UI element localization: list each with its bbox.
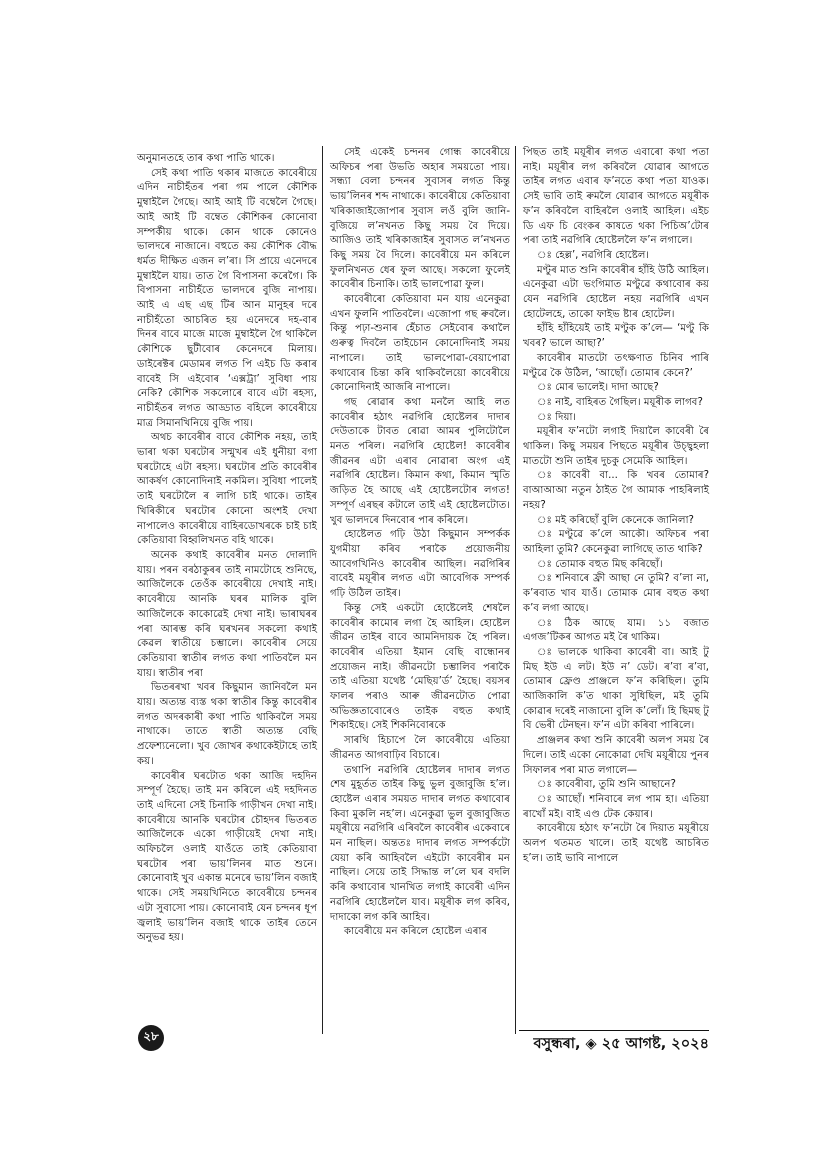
paragraph: ঃ তোমাক বহুত মিছ কৰিছোঁ।	[537, 558, 663, 570]
paragraph: ঃ ঠিক আছে যাম। ১১ বজাত এগজ’টিকৰ আগত মই ৰৈ থাকিম।	[523, 617, 709, 644]
paragraph: ঃ মই কৰিছোঁ বুলি কেনেকে জানিলা?	[537, 514, 694, 526]
paragraph: ঃ দিয়া।	[537, 411, 577, 423]
paragraph: কাবেৰীৰ মাতটো তৎক্ষণাত চিনিব পাৰি মণ্টুৱে কৈ উঠিল, ‘আছোঁ। তোমাৰ কেনে?’	[523, 352, 709, 379]
paragraph: প্ৰাঞ্জলৰ কথা শুনি কাবেৰী অলপ সময় ৰৈ দিলে। তাই একো নোকোৱা দেখি ময়ূৰীয়ে পুনৰ সিফালৰ পৰা মাত লগালে—	[523, 735, 709, 776]
diamond-icon: ◈	[585, 1036, 597, 1052]
page-number: ২৮	[138, 1025, 164, 1051]
footer-publication	[505, 1033, 709, 1057]
publication-name: বসুন্ধৰা,	[533, 1036, 581, 1052]
paragraph: কিন্তু সেই একটো হোষ্টেলেই শেষলৈ কাবেৰীৰ কামোৰ লগা হৈ আহিল। হোষ্টেল জীৱন তাইৰ বাবে আমনিদায়ক হৈ পৰিল। কাবেৰীৰ এতিয়া ইমান বেছি বান্ধোনৰ প্ৰয়োজন নাই। জীৱনটো চম্ভালিব পৰাকৈ তাই এতিয়া যথেষ্ট ‘মেছিয়’ৰ্ড’ হৈছে। বয়সৰ ফালৰ পৰাও আৰু জীৱনটোত পোৱা অভিজ্ঞতাবোৰেও তাইক বহুত কথাই শিকাইছে। সেই শিকনিবোৰকে	[330, 602, 510, 732]
text-column-3	[523, 146, 709, 866]
paragraph: কাবেৰীয়ে মন কৰিলে হোষ্টেল এৰাৰ	[344, 926, 488, 938]
text-column-2	[330, 146, 510, 940]
paragraph: সেই কথা পাতি থকাৰ মাজতে কাবেৰীয়ে এদিন নাচীহঁতৰ পৰা গম পালে কৌশিক মুম্বাইলৈ গৈছে। আই আই টি বম্বেলৈ গৈছে। আই আই টি বম্বেত কৌশিকৰ কোনোবা সম্পৰ্কীয় থাকে। কোন থাকে কোনেও ভালদৰে নাজানে। বহুতে কয় কৌশিক বৌদ্ধ ধৰ্মত দীক্ষিত এজন ল’ৰা। সি প্ৰায়ে এনেদৰে মুম্বাইলৈ যায়। তাত গৈ বিপাসনা কৰেগৈ। কি বিপাসনা নাচীহঁতে ভালদৰে বুজি নাপায়। আই এ এছ এছ টিৰ আন মানুহৰ দৰে নাচীহঁতো আচৰিত হয় এনেদৰে দহ-বাৰ দিনৰ বাবে মাজে মাজে মুম্বাইলৈ গৈ থাকিলৈ কৌশিকে ছুটীবোৰ কেনেদৰে মিলায়। ডাইৰেক্টৰ মেডামৰ লগত পি এইচ ডি কৰাৰ বাবেই সি এইবোৰ ‘এক্সট্ৰা’ সুবিধা পায় নেকি? কৌশিক সকলোৰে বাবে এটা ৰহস্য, নাচীহঁতৰ লগত আড্ডাত বহিলে কাবেৰীয়ে মাত্ৰ সিমানখিনিয়ে বুজি পায়।	[137, 167, 317, 429]
text-column-1	[137, 152, 317, 946]
paragraph: গছ ৰোৱাৰ কথা মনলৈ আহি লত কাবেৰীৰ হঠাৎ নৱগিৰি হোষ্টেলৰ দাদাৰ দেউতাকে টাবত ৰোৱা আমৰ পুলিটোলৈ মনত পৰিল। নৱগিৰি হোষ্টেল! কাবেৰীৰ জীৱনৰ এটা এৰাব নোৱাৰা অংগ এই নৱগিৰি হোষ্টেল। কিমান কথা, কিমান স্মৃতি জড়িত হৈ আছে এই হোষ্টেলটোৰ লগত! সম্পূৰ্ণ এৰছৰ কটালে তাই এই হোষ্টেলটোত। খুব ভালদৰে দিনবোৰ পাৰ কৰিলে।	[330, 396, 510, 526]
paragraph: কাবেৰীৰো কেতিয়াবা মন যায় এনেকুৱা এখন ফুলনি পাতিবলৈ। এজোপা গছ ৰুবলৈ। কিন্তু পঢ়া-শুনাৰ হেঁচাত সেইবোৰ কথালৈ গুৰুত্ব দিবলৈ তাইচোন কোনোদিনাই সময় নাপালে। তাই ভালপোৱা-বেয়াপোৱা কথাবোৰ চিন্তা কৰি থাকিবলৈয়ো কাবেৰীয়ে কোনোদিনাই আজৰি নাপালে।	[330, 294, 510, 394]
paragraph: ঃ শনিবাৰে ফ্ৰী আছা নে তুমি? ব’লা না, ক’ৰবাত খাব যাওঁ। তোমাক মোৰ বহুত কথা ক’ব লগা আছে।	[523, 573, 709, 614]
paragraph: ঃ মণ্টুৱে ক’লে আকৌ। অফিচৰ পৰা আহিলা তুমি? কেনেকুৱা লাগিছে তাত থাকি?	[523, 529, 709, 555]
paragraph: ঃ মোৰ ভালেই। দাদা আছে?	[537, 382, 659, 394]
paragraph: অনুমানতহে তাৰ কথা পাতি থাকে।	[137, 153, 275, 164]
paragraph: ময়ূৰীৰ ফ’নটো লগাই দিয়ালৈ কাবেৰী ৰৈ থাকিল। কিছু সময়ৰ পিছতে ময়ূৰীৰ উচ্ছ্বহলা মাতটো শুনি তাইৰ দুচকু সেমেকি আহিল।	[523, 426, 709, 467]
paragraph: মণ্টুৰ মাত শুনি কাবেৰীৰ হাঁহি উঠি আহিল। এনেকুৱা এটা ভংগিমাত মণ্টুৱে কথাবোৰ কয় যেন নৱগিৰি হোষ্টেল নহয় নৱগিৰি এখন হোটেলহে, তাকো ফাইভ ষ্টাৰ হোটেল।	[523, 264, 709, 320]
paragraph: ঃ ভালকে থাকিবা কাবেৰী বা। আই টু মিছ ইউ এ লট। ইউ ন’ ডেট। ৰ’বা ৰ’বা, তোমাৰ ফ্ৰেণ্ড প্ৰাঞ্জলে ফ’ন কৰিছিল। তুমি আজিকালি ক’ত থাকা সুধিছিল, মই তুমি কোৱাৰ দৰেই নাজানো বুলি ক’লোঁ। হি ছিমছ টু বি ভেৰী টেনছন। ফ’ন এটা কৰিবা পাৰিলে।	[523, 646, 709, 732]
paragraph: ঃ কাবেৰী বা... কি খবৰ তোমাৰ? বাআআআ নতুন ঠাইত গৈ আমাক পাহৰিলাই নহয়?	[523, 470, 709, 511]
paragraph: অনেক কথাই কাবেৰীৰ মনত দোলাদি যায়। পৰন বৰঠাকুৰৰ তাই নামটোহে শুনিছে, আজিলৈকে তেওঁক কাবেৰীয়ে দেখাই নাই। কাবেৰীয়ে আনকি ঘৰৰ মালিক বুলি আজিলৈকে কাকোৱেই দেখা নাই। ভাৰাঘৰৰ পৰা আৰম্ভ কৰি ঘৰখনৰ সকলো কথাই কেৱল স্বাতীয়ে চম্ভালে। কাবেৰীৰ সেয়ে কেতিয়াবা স্বাতীৰ লগত কথা পাতিবলৈ মন যায়। স্বাতীৰ পৰা	[137, 549, 317, 679]
footer-rule	[519, 1030, 709, 1031]
paragraph: ঃ আছোঁ। শনিবাৰে লগ পাম হা। এতিয়া ৰাখোঁ মই। বাই এণ্ড টেক কেয়াৰ।	[523, 793, 709, 820]
paragraph: ঃ কাবেৰীবা, তুমি শুনি আছানে?	[537, 779, 676, 791]
paragraph: অথচ কাবেৰীৰ বাবে কৌশিক নহয়, তাই ভাৰা থকা ঘৰটোৰ সন্মুখৰ এই ধুনীয়া বগা ঘৰটোহে এটা ৰহস্য। ঘৰটোৰ প্ৰতি কাবেৰীৰ আকৰ্ষণ কোনোদিনাই নকমিল। সুবিধা পালেই তাই ঘৰটোলৈ ৰ লাগি চাই থাকে। তাইৰ খিৰিকীৰে ঘৰটোৰ কোনো অংশই দেখা নাপালেও কাবেৰীয়ে বাহিৰডোখৰকে চাই চাই কেতিয়াবা বিহ্বলিখনত বহি থাকে।	[137, 432, 317, 547]
paragraph: ঃ হেল্ল’, নৱগিৰি হোষ্টেল।	[537, 249, 650, 261]
paragraph: কাবেৰীৰ ঘৰটোত থকা আজি দহদিন সম্পূৰ্ণ হৈছে। তাই মন কৰিলে এই দহদিনত তাই এদিনো সেই চিনাকি গাড়ীখন দেখা নাই। কাবেৰীয়ে আনকি ঘৰটোৰ চৌহদৰ ভিতৰত আজিলৈকে একো গাড়ীয়েই দেখা নাই। অফিচলৈ ওলাই যাওঁতে তাই কেতিয়াবা ঘৰটোৰ পৰা ভায়’লিনৰ মাত শুনে। কোনোবাই খুব একান্ত মনেৰে ভায়’লিন বজাই থাকে। সেই সময়খিনিতে কাবেৰীয়ে চন্দনৰ এটা সুবাসো পায়। কোনোবাই যেন চন্দনৰ ধূপ জ্বলাই ভায়’লিন বজাই থাকে তাইৰ তেনে অনুভৱ হয়।	[137, 770, 317, 944]
paragraph: পিছত তাই ময়ূৰীৰ লগত এবাৰো কথা পতা নাই। ময়ূৰীৰ লগ কৰিবলৈ যোৱাৰ আগতে তাইৰ লগত এবাৰ ফ’নতে কথা পতা যাওক। সেই ভাবি তাই ৰুমলৈ যোৱাৰ আগতে ময়ূৰীক ফ’ন কৰিবলৈ বাহিৰলৈ ওলাই আহিল। এইচ ডি এফ চি বেংকৰ কাষতে থকা পিচিঅ’টোৰ পৰা তাই নৱগিৰি হোষ্টেললৈ ফ’ন লগালে।	[523, 147, 709, 247]
paragraph: সাৰথি হিচাপে লৈ কাবেৰীয়ে এতিয়া জীৱনত আগবাঢ়িব বিচাৰে।	[330, 735, 510, 761]
paragraph: হোষ্টেলত গঢ়ি উঠা কিছুমান সম্পৰ্কক যুগমীয়া কৰিব পৰাকৈ প্ৰয়োজনীয় আবেগখিনিও কাবেৰীৰ আছিল। নৱগিৰিৰ বাবেই ময়ূৰীৰ লগত এটা আবেগিক সম্পৰ্ক গঢ়ি উঠিল তাইৰ।	[330, 529, 510, 600]
column-divider	[322, 146, 323, 1034]
publication-date: ২৫ আগষ্ট, ২০২৪	[601, 1036, 709, 1052]
paragraph: সেই একেই চন্দনৰ গোন্ধ কাবেৰীয়ে অফিচৰ পৰা উভতি অহাৰ সময়তো পায়। সন্ধ্যা বেলা চন্দনৰ সুবাসৰ লগত কিন্তু ভায়’লিনৰ শব্দ নাথাকে। কাবেৰীয়ে কেতিয়াবা খৰিকাজাইজোপাৰ সুবাস লওঁ বুলি জানি-বুজিয়ে ল’নখনত কিছু সময় বৈ দিয়ে। আজিও তাই খৰিকাজাইৰ সুবাসত ল’নখনত কিছু সময় বৈ দিলে। কাবেৰীয়ে মন কৰিলে ফুলনিখনত ধেৰ ফুল আছে। সকলো ফুলেই কাবেৰীৰ চিনাকি। তাই ভালপোৱা ফুল।	[330, 147, 510, 291]
paragraph: হাঁহি হাঁহিয়েই তাই মণ্টুক ক’লে— ‘মণ্টু কি খবৰ? ভালে আছা?’	[523, 323, 709, 350]
paragraph: ভিতৰৰখা খবৰ কিছুমান জানিবলৈ মন যায়। অত্যন্ত ব্যস্ত থকা স্বাতীৰ কিন্তু কাবেৰীৰ লগত অদৰকাৰী কথা পাতি থাকিবলৈ সময় নাথাকে। তাতে স্বাতী অত্যন্ত বেছি প্ৰফেশ্যনেলো। খুব জোখৰ কথাকেইটাহে তাই কয়।	[137, 682, 317, 767]
paragraph: কাবেৰীয়ে হঠাৎ ফ’নটো ৰৈ দিয়াত ময়ূৰীয়ে অলপ থতমত খালে। তাই যথেষ্ট আচৰিত হ’ল। তাই ভাবি নাপালে	[523, 823, 709, 864]
paragraph: তথাপি নৱগিৰি হোষ্টেলৰ দাদাৰ লগত শেষ মুহূৰ্তত তাইৰ কিছু ভুল বুজাবুজি হ’ল। হোষ্টেল এৰাৰ সময়ত দাদাৰ লগত কথাবোৰ কিবা মুকলি নহ’ল। এনেকুৱা ভুল বুজাবুজিত ময়ূৰীয়ে নৱগিৰি এৰিবলৈ কাবেৰীৰ একেবাৰে মন নাছিল। অন্ততঃ দাদাৰ লগত সম্পৰ্কটো যেয়া কৰি আহিবলৈ এইটো কাবেৰীৰ মন নাছিল। সেয়ে তাই সিদ্ধান্ত ল’লে ঘৰ বদলি কৰি কথাবোৰ খানখিত লগাই কাবেৰী এদিন নৱগিৰি হোষ্টেললৈ যাব। ময়ূৰীক লগ কৰিব, দাদাকো লগ কৰি আহিব।	[330, 764, 510, 923]
paragraph: ঃ নাই, বাহিৰত গৈছিল। ময়ূৰীক লাগব?	[537, 396, 703, 408]
column-divider	[515, 146, 516, 1034]
